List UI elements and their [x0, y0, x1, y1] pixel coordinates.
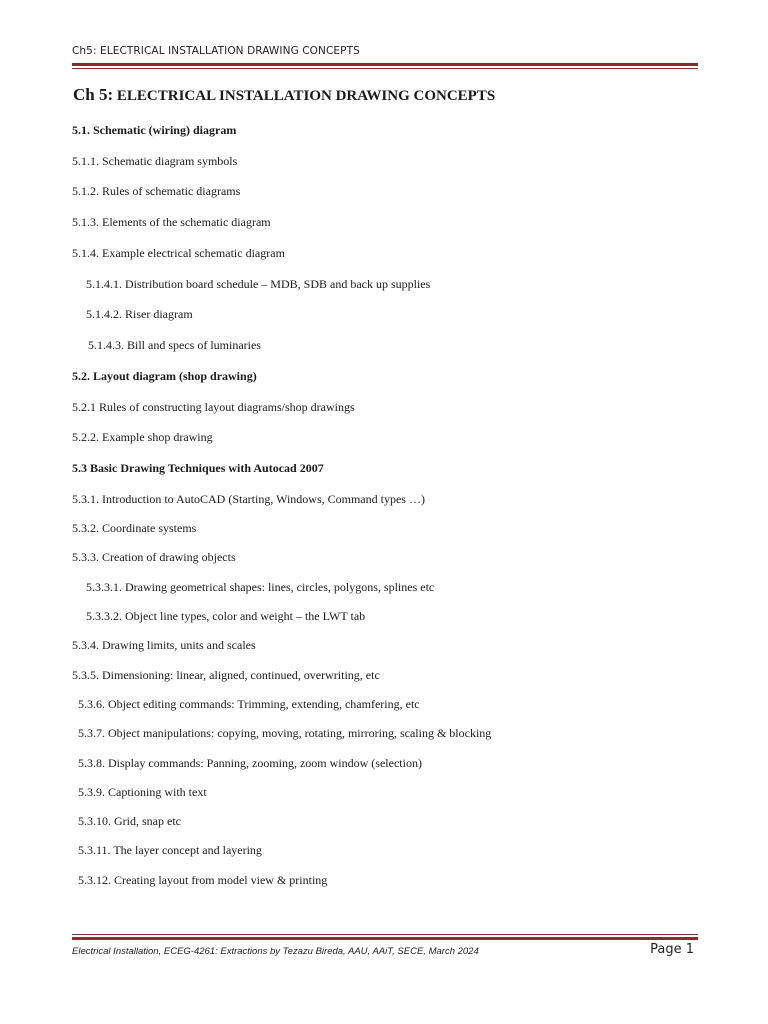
toc-entry: 5.1.4. Example electrical schematic diagram	[72, 246, 285, 260]
toc-entry: 5.3.12. Creating layout from model view & printing	[78, 873, 328, 887]
toc-entry: 5.3.7. Object manipulations: copying, moving, rotating, mirroring, scaling & blocking	[78, 726, 492, 740]
toc-entry: 5.3.10. Grid, snap etc	[78, 814, 181, 828]
toc-entry: 5.3.3.2. Object line types, color and weight – the LWT tab	[86, 609, 366, 623]
toc-entry: 5.3.3.1. Drawing geometrical shapes: lines, circles, polygons, splines etc	[86, 580, 435, 594]
page-number: Page 1	[650, 942, 694, 957]
toc-entry: 5.1.2. Rules of schematic diagrams	[72, 184, 241, 198]
toc-entry: 5.3.3. Creation of drawing objects	[72, 550, 236, 564]
toc-entry: 5.3.5. Dimensioning: linear, aligned, continued, overwriting, etc	[72, 668, 380, 682]
toc-entry: 5.1.4.1. Distribution board schedule – MDB, SDB and back up supplies	[86, 277, 431, 291]
chapter-number: Ch 5:	[73, 85, 114, 104]
toc-entry: 5.1.3. Elements of the schematic diagram	[72, 215, 271, 229]
toc-entry: 5.1.4.3. Bill and specs of luminaries	[88, 338, 261, 352]
toc-entry: 5.3.4. Drawing limits, units and scales	[72, 638, 256, 652]
footer-text: Electrical Installation, ECEG-4261: Extractions by Tezazu Bireda, AAU, AAiT, SECE, March 2024	[72, 946, 479, 957]
footer-rule-thick	[72, 937, 698, 940]
toc-entry: 5.3.6. Object editing commands: Trimming, extending, chamfering, etc	[78, 697, 420, 711]
toc-entry: 5.3.9. Captioning with text	[78, 785, 207, 799]
chapter-title-text: ELECTRICAL INSTALLATION DRAWING CONCEPTS	[113, 88, 496, 104]
toc-entry: 5.1.4.2. Riser diagram	[86, 307, 193, 321]
running-header: Ch5: ELECTRICAL INSTALLATION DRAWING CONCEPTS	[72, 45, 360, 57]
toc-entry: 5.3.11. The layer concept and layering	[78, 843, 262, 857]
header-rule-thin	[72, 68, 698, 69]
toc-entry: 5.3.2. Coordinate systems	[72, 521, 197, 535]
toc-section-heading: 5.1. Schematic (wiring) diagram	[72, 123, 237, 137]
footer-rule-thin	[72, 934, 698, 935]
chapter-title	[73, 85, 495, 105]
toc-entry: 5.1.1. Schematic diagram symbols	[72, 154, 238, 168]
toc-section-heading: 5.3 Basic Drawing Techniques with Autocad 2007	[72, 461, 324, 475]
toc-entry: 5.3.8. Display commands: Panning, zooming, zoom window (selection)	[78, 756, 422, 770]
toc-section-heading: 5.2. Layout diagram (shop drawing)	[72, 369, 257, 383]
toc-entry: 5.2.2. Example shop drawing	[72, 430, 213, 444]
toc-entry: 5.3.1. Introduction to AutoCAD (Starting, Windows, Command types …)	[72, 492, 425, 506]
toc-entry: 5.2.1 Rules of constructing layout diagrams/shop drawings	[72, 400, 355, 414]
header-rule-thick	[72, 63, 698, 66]
